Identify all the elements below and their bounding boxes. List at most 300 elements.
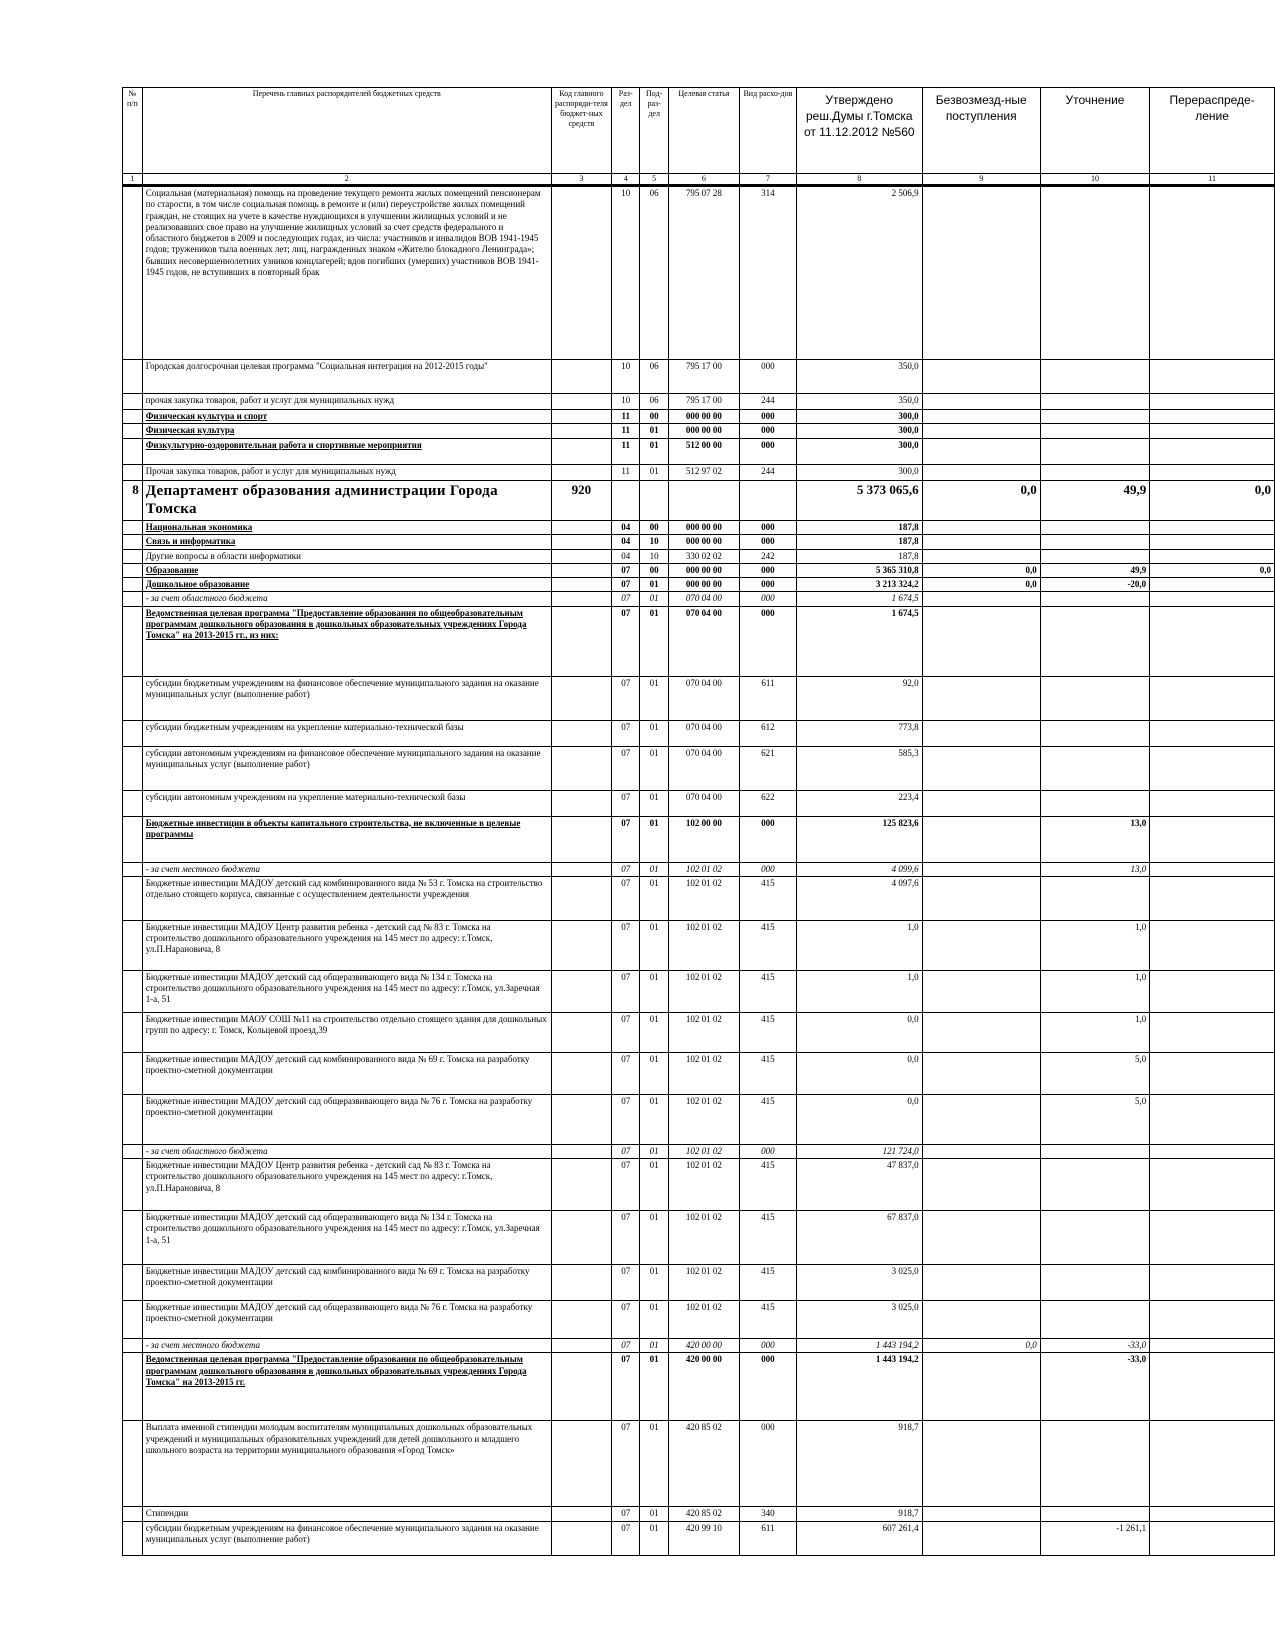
approved-amount: 350,0 bbox=[796, 394, 922, 410]
table-row bbox=[123, 970, 1275, 1012]
manager-code bbox=[551, 970, 611, 1012]
approved-amount: 3 025,0 bbox=[796, 1265, 922, 1301]
manager-code bbox=[551, 1094, 611, 1144]
table-row bbox=[123, 920, 1275, 970]
subsection-code: 01 bbox=[640, 1211, 668, 1265]
subsection-code: 01 bbox=[640, 676, 668, 720]
item-name: Бюджетные инвестиции МАДОУ Центр развития ребенка - детский сад № 83 г. Томска на строительство дошкольного образовательного учреждения на 145 мест по адресу: г.Томск, ул.П.Нарановича, 8 bbox=[142, 1159, 551, 1211]
target-article: 102 01 02 bbox=[668, 920, 739, 970]
manager-code bbox=[551, 360, 611, 394]
manager-code bbox=[551, 464, 611, 480]
header-row bbox=[123, 88, 1275, 174]
expense-type: 000 bbox=[739, 360, 796, 394]
target-article: 070 04 00 bbox=[668, 746, 739, 790]
expense-type: 621 bbox=[739, 746, 796, 790]
redistribution bbox=[1150, 876, 1275, 920]
table-row bbox=[123, 1094, 1275, 1144]
manager-code bbox=[551, 746, 611, 790]
item-name: субсидии автономным учреждениям на укрепление материально-технической базы bbox=[142, 790, 551, 816]
manager-code bbox=[551, 1144, 611, 1158]
section-code: 11 bbox=[612, 424, 640, 438]
free-receipts bbox=[922, 876, 1040, 920]
expense-type: 000 bbox=[739, 862, 796, 876]
free-receipts bbox=[922, 1507, 1040, 1521]
header-razdel: Раз-дел bbox=[612, 88, 640, 174]
target-article: 330 02 02 bbox=[668, 549, 739, 563]
header-no: № п/п bbox=[123, 88, 143, 174]
subsection-code: 01 bbox=[640, 424, 668, 438]
refinement bbox=[1040, 1159, 1149, 1211]
refinement bbox=[1040, 1265, 1149, 1301]
expense-type: 000 bbox=[739, 592, 796, 606]
section-code: 07 bbox=[612, 578, 640, 592]
subsection-code: 06 bbox=[640, 360, 668, 394]
redistribution bbox=[1150, 1094, 1275, 1144]
approved-amount: 1 443 194,2 bbox=[796, 1353, 922, 1421]
subsection-code: 01 bbox=[640, 1012, 668, 1052]
free-receipts: 0,0 bbox=[922, 480, 1040, 521]
header-redistr: Перераспреде-ление bbox=[1150, 88, 1275, 174]
expense-type: 244 bbox=[739, 464, 796, 480]
section-code: 07 bbox=[612, 1052, 640, 1094]
expense-type: 000 bbox=[739, 521, 796, 535]
refinement bbox=[1040, 676, 1149, 720]
expense-type bbox=[739, 480, 796, 521]
target-article: 102 01 02 bbox=[668, 1012, 739, 1052]
redistribution bbox=[1150, 438, 1275, 464]
item-name: Ведомственная целевая программа "Предоставление образования по общеобразовательным программам дошкольного образования в дошкольных образовательных учреждениях Города Томска" на 2013-2015 гг., из них: bbox=[142, 606, 551, 676]
expense-type: 612 bbox=[739, 720, 796, 746]
target-article: 070 04 00 bbox=[668, 720, 739, 746]
header-vid: Вид расхо-дов bbox=[739, 88, 796, 174]
row-number: 8 bbox=[123, 480, 143, 521]
table-row bbox=[123, 720, 1275, 746]
refinement bbox=[1040, 592, 1149, 606]
manager-code bbox=[551, 1159, 611, 1211]
manager-code bbox=[551, 1052, 611, 1094]
refinement bbox=[1040, 876, 1149, 920]
approved-amount: 121 724,0 bbox=[796, 1144, 922, 1158]
item-name: Бюджетные инвестиции МАДОУ детский сад общеразвивающего вида № 134 г. Томска на строительство дошкольного образовательного учреждения на 145 мест по адресу: г.Томск, ул.Заречная 1-а, 51 bbox=[142, 1211, 551, 1265]
expense-type: 000 bbox=[739, 563, 796, 577]
redistribution bbox=[1150, 549, 1275, 563]
free-receipts bbox=[922, 720, 1040, 746]
redistribution bbox=[1150, 606, 1275, 676]
subsection-code: 10 bbox=[640, 535, 668, 549]
header-name: Перечень главных распорядителей бюджетных средств bbox=[142, 88, 551, 174]
column-number-row bbox=[123, 174, 1275, 186]
row-number bbox=[123, 862, 143, 876]
col-number: 5 bbox=[640, 174, 668, 186]
section-code: 07 bbox=[612, 720, 640, 746]
subsection-code: 01 bbox=[640, 1265, 668, 1301]
subsection-code: 01 bbox=[640, 1052, 668, 1094]
manager-code bbox=[551, 876, 611, 920]
subsection-code: 01 bbox=[640, 816, 668, 862]
item-name: Выплата именной стипендии молодым воспитателям муниципальных дошкольных образовательных учреждений и муниципальных образовательных учреждений для детей дошкольного и младшего школьного возраста на территории муниципального образования «Город Томск» bbox=[142, 1421, 551, 1507]
item-name: прочая закупка товаров, работ и услуг для муниципальных нужд bbox=[142, 394, 551, 410]
section-code bbox=[612, 480, 640, 521]
manager-code bbox=[551, 1211, 611, 1265]
redistribution bbox=[1150, 1521, 1275, 1555]
item-name: субсидии бюджетным учреждениям на укрепление материально-технической базы bbox=[142, 720, 551, 746]
expense-type: 415 bbox=[739, 1052, 796, 1094]
row-number bbox=[123, 1094, 143, 1144]
table-row bbox=[123, 816, 1275, 862]
approved-amount: 918,7 bbox=[796, 1507, 922, 1521]
header-approved: Утверждено реш.Думы г.Томска от 11.12.2012 №560 bbox=[796, 88, 922, 174]
item-name: Физкультурно-оздоровительная работа и спортивные мероприятия bbox=[142, 438, 551, 464]
table-row bbox=[123, 394, 1275, 410]
col-number: 10 bbox=[1040, 174, 1149, 186]
section-code: 07 bbox=[612, 1521, 640, 1555]
subsection-code bbox=[640, 480, 668, 521]
target-article: 000 00 00 bbox=[668, 535, 739, 549]
table-row bbox=[123, 578, 1275, 592]
item-name: Бюджетные инвестиции МАДОУ детский сад комбинированного вида № 69 г. Томска на разработку проектно-сметной документации bbox=[142, 1265, 551, 1301]
expense-type: 000 bbox=[739, 424, 796, 438]
free-receipts bbox=[922, 746, 1040, 790]
section-code: 07 bbox=[612, 1265, 640, 1301]
expense-type: 000 bbox=[739, 410, 796, 424]
refinement: -33,0 bbox=[1040, 1339, 1149, 1353]
section-code: 11 bbox=[612, 464, 640, 480]
free-receipts bbox=[922, 438, 1040, 464]
row-number bbox=[123, 410, 143, 424]
target-article: 102 01 02 bbox=[668, 1265, 739, 1301]
redistribution bbox=[1150, 1012, 1275, 1052]
manager-code bbox=[551, 549, 611, 563]
row-number bbox=[123, 1265, 143, 1301]
item-name: - за счет местного бюджета bbox=[142, 862, 551, 876]
item-name: Бюджетные инвестиции МАДОУ детский сад общеразвивающего вида № 76 г. Томска на разработку проектно-сметной документации bbox=[142, 1094, 551, 1144]
section-code: 04 bbox=[612, 521, 640, 535]
refinement bbox=[1040, 790, 1149, 816]
redistribution bbox=[1150, 1301, 1275, 1339]
target-article: 102 01 02 bbox=[668, 876, 739, 920]
subsection-code: 01 bbox=[640, 746, 668, 790]
item-name: Бюджетные инвестиции МАДОУ детский сад комбинированного вида № 69 г. Томска на разработку проектно-сметной документации bbox=[142, 1052, 551, 1094]
subsection-code: 01 bbox=[640, 1507, 668, 1521]
budget-table bbox=[122, 87, 1275, 1556]
header-podrazdel: Под-раз-дел bbox=[640, 88, 668, 174]
redistribution: 0,0 bbox=[1150, 480, 1275, 521]
subsection-code: 01 bbox=[640, 920, 668, 970]
refinement bbox=[1040, 606, 1149, 676]
row-number bbox=[123, 1507, 143, 1521]
free-receipts bbox=[922, 606, 1040, 676]
col-number: 9 bbox=[922, 174, 1040, 186]
row-number bbox=[123, 790, 143, 816]
refinement: 13,0 bbox=[1040, 816, 1149, 862]
item-name: Другие вопросы в области информатики bbox=[142, 549, 551, 563]
free-receipts bbox=[922, 394, 1040, 410]
row-number bbox=[123, 563, 143, 577]
refinement: -1 261,1 bbox=[1040, 1521, 1149, 1555]
table-row bbox=[123, 410, 1275, 424]
item-name: Бюджетные инвестиции в объекты капитального строительства, не включенные в целевые программы bbox=[142, 816, 551, 862]
item-name: Бюджетные инвестиции МАОУ СОШ №11 на строительство отдельно стоящего здания для дошкольных групп по адресу: г. Томск, Кольцевой проезд,39 bbox=[142, 1012, 551, 1052]
redistribution: 0,0 bbox=[1150, 563, 1275, 577]
manager-code bbox=[551, 521, 611, 535]
redistribution bbox=[1150, 464, 1275, 480]
col-number: 11 bbox=[1150, 174, 1275, 186]
expense-type: 415 bbox=[739, 1265, 796, 1301]
approved-amount: 773,8 bbox=[796, 720, 922, 746]
target-article bbox=[668, 480, 739, 521]
approved-amount: 0,0 bbox=[796, 1094, 922, 1144]
redistribution bbox=[1150, 1421, 1275, 1507]
target-article: 000 00 00 bbox=[668, 521, 739, 535]
refinement: 5,0 bbox=[1040, 1094, 1149, 1144]
row-number bbox=[123, 1421, 143, 1507]
redistribution bbox=[1150, 410, 1275, 424]
expense-type: 000 bbox=[739, 1353, 796, 1421]
manager-code bbox=[551, 920, 611, 970]
row-number bbox=[123, 438, 143, 464]
refinement bbox=[1040, 1421, 1149, 1507]
item-name: Образование bbox=[142, 563, 551, 577]
redistribution bbox=[1150, 720, 1275, 746]
target-article: 795 17 00 bbox=[668, 360, 739, 394]
expense-type: 242 bbox=[739, 549, 796, 563]
refinement bbox=[1040, 1144, 1149, 1158]
section-code: 04 bbox=[612, 535, 640, 549]
manager-code bbox=[551, 1421, 611, 1507]
row-number bbox=[123, 1339, 143, 1353]
approved-amount: 1 674,5 bbox=[796, 606, 922, 676]
approved-amount: 300,0 bbox=[796, 438, 922, 464]
target-article: 102 01 02 bbox=[668, 1211, 739, 1265]
subsection-code: 10 bbox=[640, 549, 668, 563]
item-name: Бюджетные инвестиции МАДОУ детский сад общеразвивающего вида № 76 г. Томска на разработку проектно-сметной документации bbox=[142, 1301, 551, 1339]
redistribution bbox=[1150, 1052, 1275, 1094]
row-number bbox=[123, 549, 143, 563]
approved-amount: 300,0 bbox=[796, 464, 922, 480]
subsection-code: 01 bbox=[640, 438, 668, 464]
free-receipts bbox=[922, 970, 1040, 1012]
refinement bbox=[1040, 521, 1149, 535]
refinement bbox=[1040, 360, 1149, 394]
subsection-code: 01 bbox=[640, 1144, 668, 1158]
refinement bbox=[1040, 438, 1149, 464]
refinement bbox=[1040, 1211, 1149, 1265]
section-code: 07 bbox=[612, 862, 640, 876]
target-article: 000 00 00 bbox=[668, 410, 739, 424]
approved-amount: 300,0 bbox=[796, 424, 922, 438]
expense-type: 622 bbox=[739, 790, 796, 816]
item-name: Физическая культура bbox=[142, 424, 551, 438]
expense-type: 611 bbox=[739, 1521, 796, 1555]
col-number: 3 bbox=[551, 174, 611, 186]
row-number bbox=[123, 920, 143, 970]
subsection-code: 00 bbox=[640, 521, 668, 535]
target-article: 420 85 02 bbox=[668, 1421, 739, 1507]
table-row bbox=[123, 438, 1275, 464]
table-row bbox=[123, 606, 1275, 676]
section-code: 04 bbox=[612, 549, 640, 563]
approved-amount: 585,3 bbox=[796, 746, 922, 790]
approved-amount: 125 823,6 bbox=[796, 816, 922, 862]
manager-code bbox=[551, 424, 611, 438]
target-article: 070 04 00 bbox=[668, 790, 739, 816]
redistribution bbox=[1150, 1507, 1275, 1521]
expense-type: 000 bbox=[739, 816, 796, 862]
row-number bbox=[123, 1353, 143, 1421]
approved-amount: 0,0 bbox=[796, 1012, 922, 1052]
section-code: 07 bbox=[612, 1144, 640, 1158]
free-receipts: 0,0 bbox=[922, 563, 1040, 577]
section-code: 07 bbox=[612, 1507, 640, 1521]
approved-amount: 1 443 194,2 bbox=[796, 1339, 922, 1353]
redistribution bbox=[1150, 1144, 1275, 1158]
item-name: Стипендии bbox=[142, 1507, 551, 1521]
expense-type: 415 bbox=[739, 1012, 796, 1052]
expense-type: 415 bbox=[739, 876, 796, 920]
redistribution bbox=[1150, 1211, 1275, 1265]
col-number: 4 bbox=[612, 174, 640, 186]
subsection-code: 01 bbox=[640, 876, 668, 920]
target-article: 102 01 02 bbox=[668, 1301, 739, 1339]
subsection-code: 01 bbox=[640, 1421, 668, 1507]
section-code: 10 bbox=[612, 360, 640, 394]
refinement: 5,0 bbox=[1040, 1052, 1149, 1094]
free-receipts bbox=[922, 592, 1040, 606]
item-name: Социальная (материальная) помощь на проведение текущего ремонта жилых помещений пенсионерам по старости, в том числе социальная помощь в ремонте и (или) переустройстве жилых помещений граждан, не стоящих на учете в качестве нуждающихся в улучшении жилищных условий и не реализовавших свое право на улучшение жилищных условий за счет средств федерального и областного бюджетов в 2009 и последующих годах, из числа: участников и инвалидов ВОВ 1941-1945 годов; тружеников тыла военных лет; лиц, награжденных знаком «Жителю блокадного Ленинграда»; бывших несовершеннолетних узников концлагерей; вдов погибших (умерших) участников ВОВ 1941-1945 годов, не вступивших в повторный брак bbox=[142, 186, 551, 360]
item-name: Бюджетные инвестиции МАДОУ детский сад комбинированного вида № 53 г. Томска на строительство отдельно стоящего корпуса, связанные с осуществлением деятельности учреждения bbox=[142, 876, 551, 920]
approved-amount: 5 373 065,6 bbox=[796, 480, 922, 521]
table-row bbox=[123, 1265, 1275, 1301]
col-number: 7 bbox=[739, 174, 796, 186]
header-free: Безвозмезд-ные поступления bbox=[922, 88, 1040, 174]
section-code: 11 bbox=[612, 410, 640, 424]
expense-type: 000 bbox=[739, 1144, 796, 1158]
approved-amount: 3 213 324,2 bbox=[796, 578, 922, 592]
free-receipts bbox=[922, 1211, 1040, 1265]
target-article: 102 01 02 bbox=[668, 1144, 739, 1158]
section-code: 07 bbox=[612, 1301, 640, 1339]
free-receipts bbox=[922, 535, 1040, 549]
refinement bbox=[1040, 549, 1149, 563]
col-number: 1 bbox=[123, 174, 143, 186]
col-number: 2 bbox=[142, 174, 551, 186]
subsection-code: 01 bbox=[640, 578, 668, 592]
subsection-code: 01 bbox=[640, 970, 668, 1012]
refinement: 1,0 bbox=[1040, 1012, 1149, 1052]
table-row bbox=[123, 1159, 1275, 1211]
table-row bbox=[123, 592, 1275, 606]
table-row bbox=[123, 876, 1275, 920]
free-receipts: 0,0 bbox=[922, 1339, 1040, 1353]
table-row bbox=[123, 1144, 1275, 1158]
row-number bbox=[123, 606, 143, 676]
section-code: 07 bbox=[612, 592, 640, 606]
table-row bbox=[123, 862, 1275, 876]
approved-amount: 187,8 bbox=[796, 521, 922, 535]
refinement bbox=[1040, 424, 1149, 438]
table-row bbox=[123, 480, 1275, 521]
expense-type: 244 bbox=[739, 394, 796, 410]
manager-code bbox=[551, 592, 611, 606]
row-number bbox=[123, 1052, 143, 1094]
approved-amount: 4 097,6 bbox=[796, 876, 922, 920]
manager-code bbox=[551, 606, 611, 676]
row-number bbox=[123, 186, 143, 360]
free-receipts bbox=[922, 790, 1040, 816]
redistribution bbox=[1150, 521, 1275, 535]
redistribution bbox=[1150, 920, 1275, 970]
section-code: 07 bbox=[612, 606, 640, 676]
manager-code bbox=[551, 816, 611, 862]
approved-amount: 5 365 310,8 bbox=[796, 563, 922, 577]
table-row bbox=[123, 1339, 1275, 1353]
item-name: субсидии автономным учреждениям на финансовое обеспечение муниципального задания на оказание муниципальных услуг (выполнение работ) bbox=[142, 746, 551, 790]
table-row bbox=[123, 464, 1275, 480]
row-number bbox=[123, 1159, 143, 1211]
section-code: 07 bbox=[612, 1211, 640, 1265]
approved-amount: 607 261,4 bbox=[796, 1521, 922, 1555]
free-receipts bbox=[922, 920, 1040, 970]
target-article: 102 01 02 bbox=[668, 862, 739, 876]
refinement bbox=[1040, 410, 1149, 424]
item-name: Бюджетные инвестиции МАДОУ детский сад общеразвивающего вида № 134 г. Томска на строительство дошкольного образовательного учреждения на 145 мест по адресу: г.Томск, ул.Заречная 1-а, 51 bbox=[142, 970, 551, 1012]
target-article: 795 07 28 bbox=[668, 186, 739, 360]
expense-type: 000 bbox=[739, 606, 796, 676]
table-row bbox=[123, 549, 1275, 563]
redistribution bbox=[1150, 535, 1275, 549]
section-code: 07 bbox=[612, 676, 640, 720]
expense-type: 415 bbox=[739, 970, 796, 1012]
item-name: - за счет областного бюджета bbox=[142, 1144, 551, 1158]
row-number bbox=[123, 1521, 143, 1555]
subsection-code: 01 bbox=[640, 790, 668, 816]
redistribution bbox=[1150, 790, 1275, 816]
redistribution bbox=[1150, 1353, 1275, 1421]
table-row bbox=[123, 424, 1275, 438]
subsection-code: 01 bbox=[640, 592, 668, 606]
expense-type: 415 bbox=[739, 1094, 796, 1144]
expense-type: 000 bbox=[739, 535, 796, 549]
redistribution bbox=[1150, 578, 1275, 592]
refinement: 1,0 bbox=[1040, 920, 1149, 970]
refinement bbox=[1040, 1507, 1149, 1521]
row-number bbox=[123, 1012, 143, 1052]
refinement bbox=[1040, 186, 1149, 360]
refinement: -33,0 bbox=[1040, 1353, 1149, 1421]
manager-code bbox=[551, 438, 611, 464]
free-receipts bbox=[922, 816, 1040, 862]
section-code: 07 bbox=[612, 970, 640, 1012]
free-receipts: 0,0 bbox=[922, 578, 1040, 592]
target-article: 420 00 00 bbox=[668, 1339, 739, 1353]
row-number bbox=[123, 1301, 143, 1339]
free-receipts bbox=[922, 1301, 1040, 1339]
table-row bbox=[123, 1507, 1275, 1521]
table-row bbox=[123, 676, 1275, 720]
target-article: 000 00 00 bbox=[668, 563, 739, 577]
item-name: Национальная экономика bbox=[142, 521, 551, 535]
expense-type: 415 bbox=[739, 1211, 796, 1265]
section-code: 07 bbox=[612, 1339, 640, 1353]
manager-code bbox=[551, 1301, 611, 1339]
approved-amount: 47 837,0 bbox=[796, 1159, 922, 1211]
manager-code bbox=[551, 862, 611, 876]
manager-code bbox=[551, 535, 611, 549]
free-receipts bbox=[922, 1094, 1040, 1144]
budget-sheet bbox=[122, 87, 1275, 1556]
manager-code bbox=[551, 1353, 611, 1421]
approved-amount: 350,0 bbox=[796, 360, 922, 394]
